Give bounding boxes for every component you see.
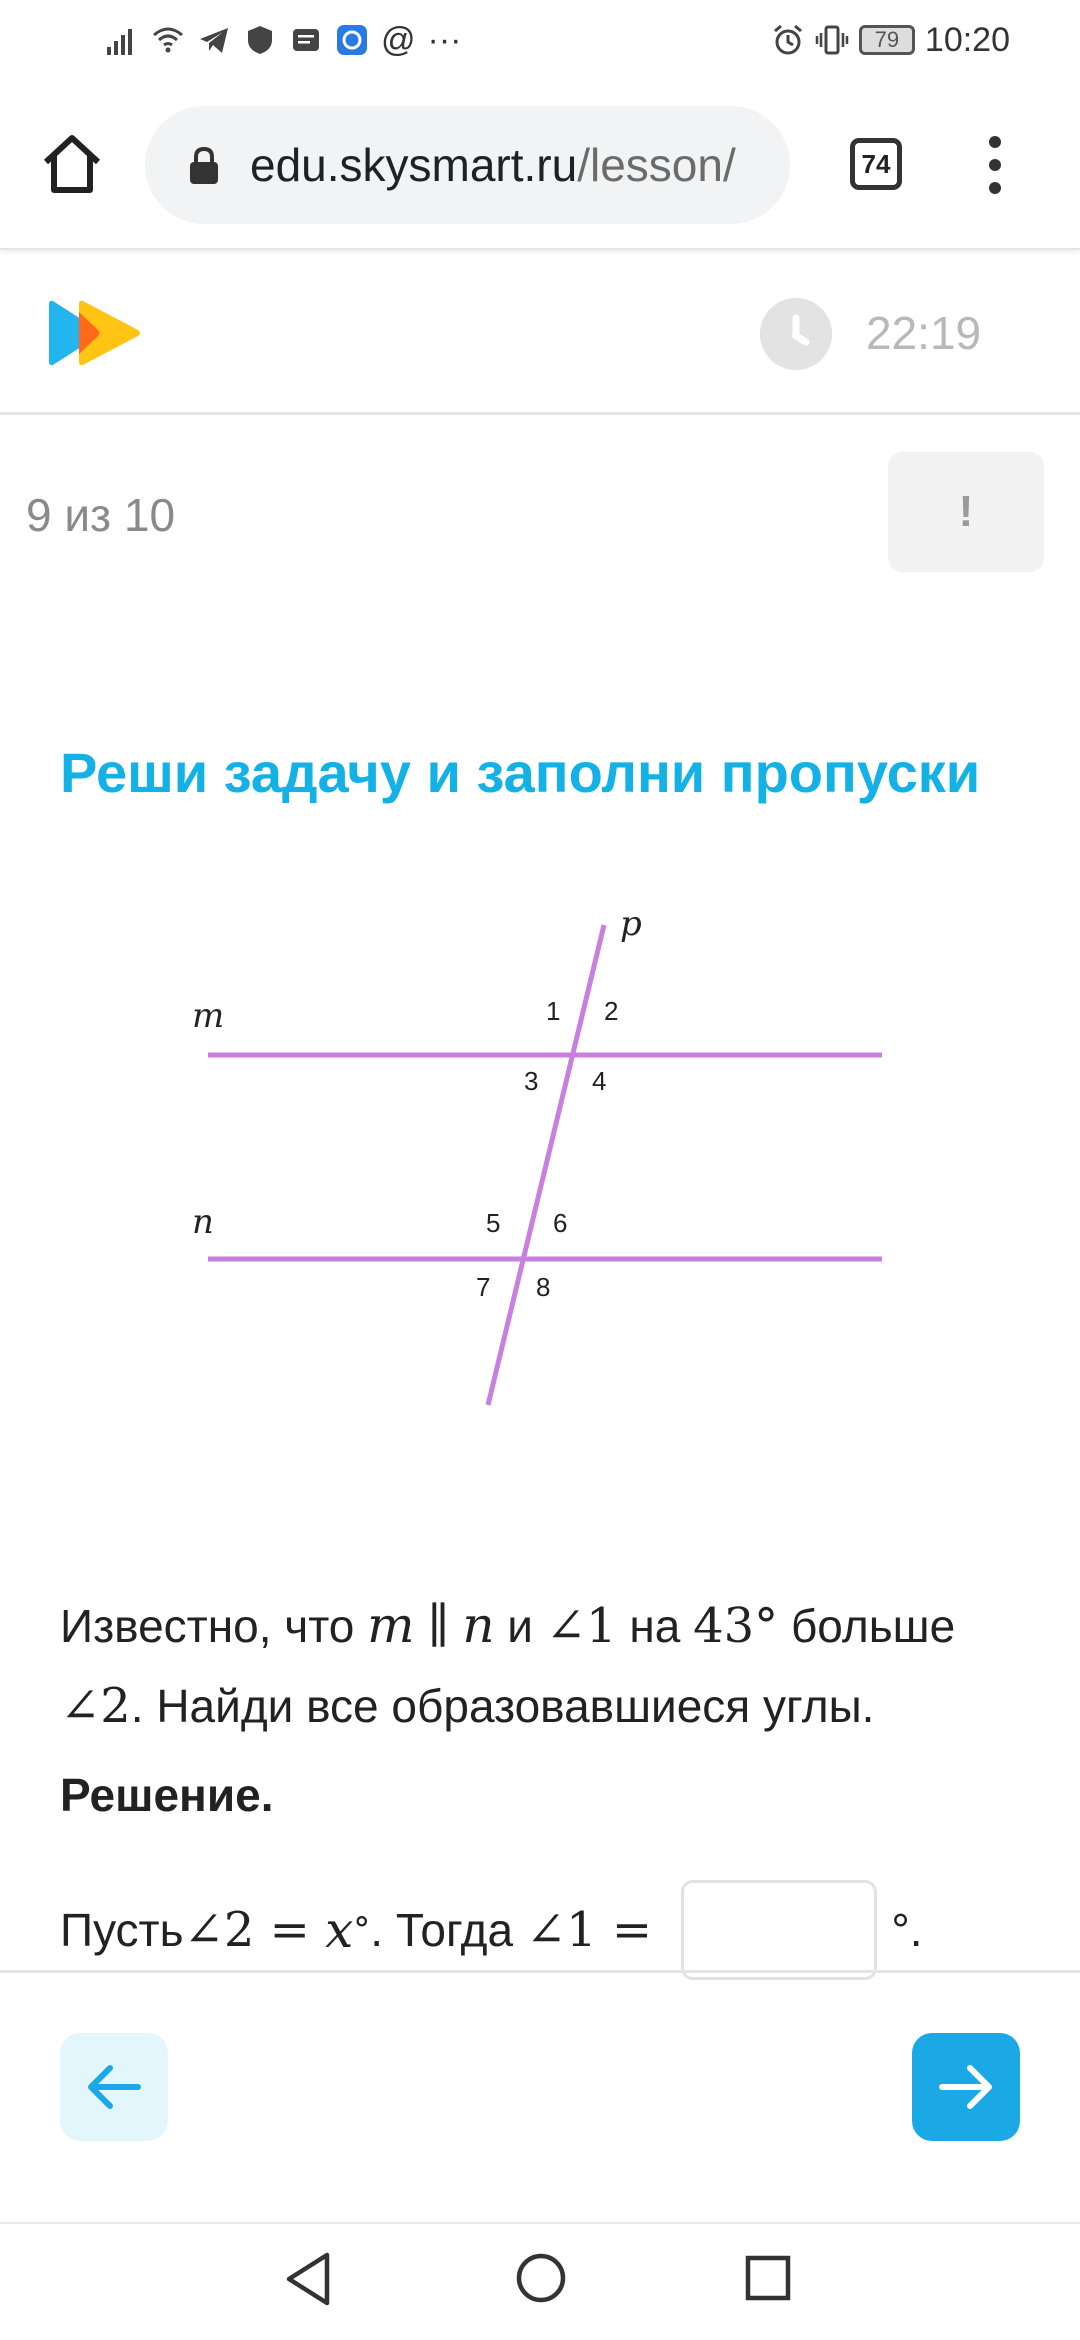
task-progress: 9 из 10	[26, 489, 176, 541]
math-angle-1: ∠1	[525, 1902, 597, 1958]
report-problem-button[interactable]: !	[888, 452, 1044, 572]
math-angle-1: ∠1	[545, 1598, 617, 1654]
vibrate-icon	[815, 23, 849, 57]
system-recent-apps-icon[interactable]	[744, 2254, 792, 2302]
alarm-icon	[771, 23, 805, 57]
home-icon[interactable]	[38, 130, 106, 198]
statement-text: Известно, что	[60, 1600, 368, 1652]
clock-icon	[760, 298, 832, 370]
math-43-degrees: 43°	[693, 1598, 779, 1654]
math-n: n	[462, 1596, 495, 1654]
arrow-left-icon	[60, 2033, 168, 2141]
divider	[0, 1970, 1080, 1973]
step-text: Пусть	[60, 1904, 184, 1956]
angle-label-6: 6	[553, 1208, 568, 1238]
step-text: . Тогда	[370, 1904, 526, 1956]
tabs-switcher-button[interactable]: 74	[850, 138, 902, 190]
math-x: x	[325, 1901, 354, 1959]
lesson-timer: 22:19	[866, 307, 982, 359]
angle-label-2: 2	[604, 996, 619, 1026]
statement-text: на	[616, 1600, 694, 1652]
wifi-icon	[151, 23, 185, 57]
math-equals: =	[596, 1902, 668, 1958]
app-header	[0, 250, 1080, 415]
signal-icon	[105, 23, 139, 57]
label-m: m	[192, 996, 225, 1036]
clock: 10:20	[924, 20, 1010, 59]
task-title: Реши задачу и заполни пропуски	[60, 741, 981, 804]
math-angle-2: ∠2	[183, 1902, 255, 1958]
angle-label-5: 5	[486, 1208, 501, 1238]
angle-label-4: 4	[592, 1066, 607, 1096]
math-degree: °	[353, 1910, 371, 1950]
label-n: n	[192, 1202, 214, 1242]
url-host: edu.skysmart.ru	[250, 139, 578, 191]
solution-step	[60, 1880, 923, 1980]
previous-button[interactable]	[60, 2033, 168, 2141]
at-sign-icon: @	[381, 20, 416, 59]
parallel-lines-figure	[180, 895, 910, 1415]
angle-label-1: 1	[546, 996, 561, 1026]
status-bar	[0, 0, 1080, 80]
more-notifications: ···	[427, 20, 462, 59]
angle-1-answer-input[interactable]	[681, 1880, 877, 1980]
address-bar[interactable]	[145, 106, 790, 224]
telegram-icon	[197, 23, 231, 57]
url-path: /lesson/	[577, 139, 736, 191]
next-button[interactable]	[912, 2033, 1020, 2141]
skysmart-logo[interactable]	[46, 298, 146, 368]
solution-heading: Решение.	[60, 1769, 274, 1821]
problem-statement	[60, 1585, 1020, 1746]
system-navigation-bar	[0, 2222, 1080, 2340]
arrow-right-icon	[912, 2033, 1020, 2141]
statement-text: и	[494, 1600, 546, 1652]
system-home-icon[interactable]	[515, 2252, 567, 2304]
more-menu-icon[interactable]	[980, 132, 1010, 198]
url-text	[250, 138, 736, 192]
angle-label-3: 3	[524, 1066, 539, 1096]
math-angle-2: ∠2	[60, 1678, 131, 1734]
lock-icon	[187, 146, 221, 186]
app-notification-icon	[335, 23, 369, 57]
angle-label-7: 7	[476, 1272, 491, 1302]
math-equals: =	[254, 1902, 326, 1958]
message-icon	[289, 23, 323, 57]
status-bar-left	[105, 18, 461, 62]
step-text: °.	[891, 1904, 923, 1956]
system-back-icon[interactable]	[283, 2250, 333, 2308]
battery-indicator: 79	[859, 25, 915, 55]
browser-toolbar	[0, 80, 1080, 250]
statement-text: . Найди все образовавшиеся углы.	[130, 1680, 875, 1732]
math-m: m	[367, 1596, 415, 1654]
angle-label-8: 8	[536, 1272, 551, 1302]
label-p: p	[620, 904, 642, 944]
vpn-shield-icon	[243, 23, 277, 57]
status-bar-right	[771, 18, 1010, 62]
statement-text: больше	[778, 1600, 956, 1652]
math-parallel: ∥	[427, 1598, 450, 1654]
